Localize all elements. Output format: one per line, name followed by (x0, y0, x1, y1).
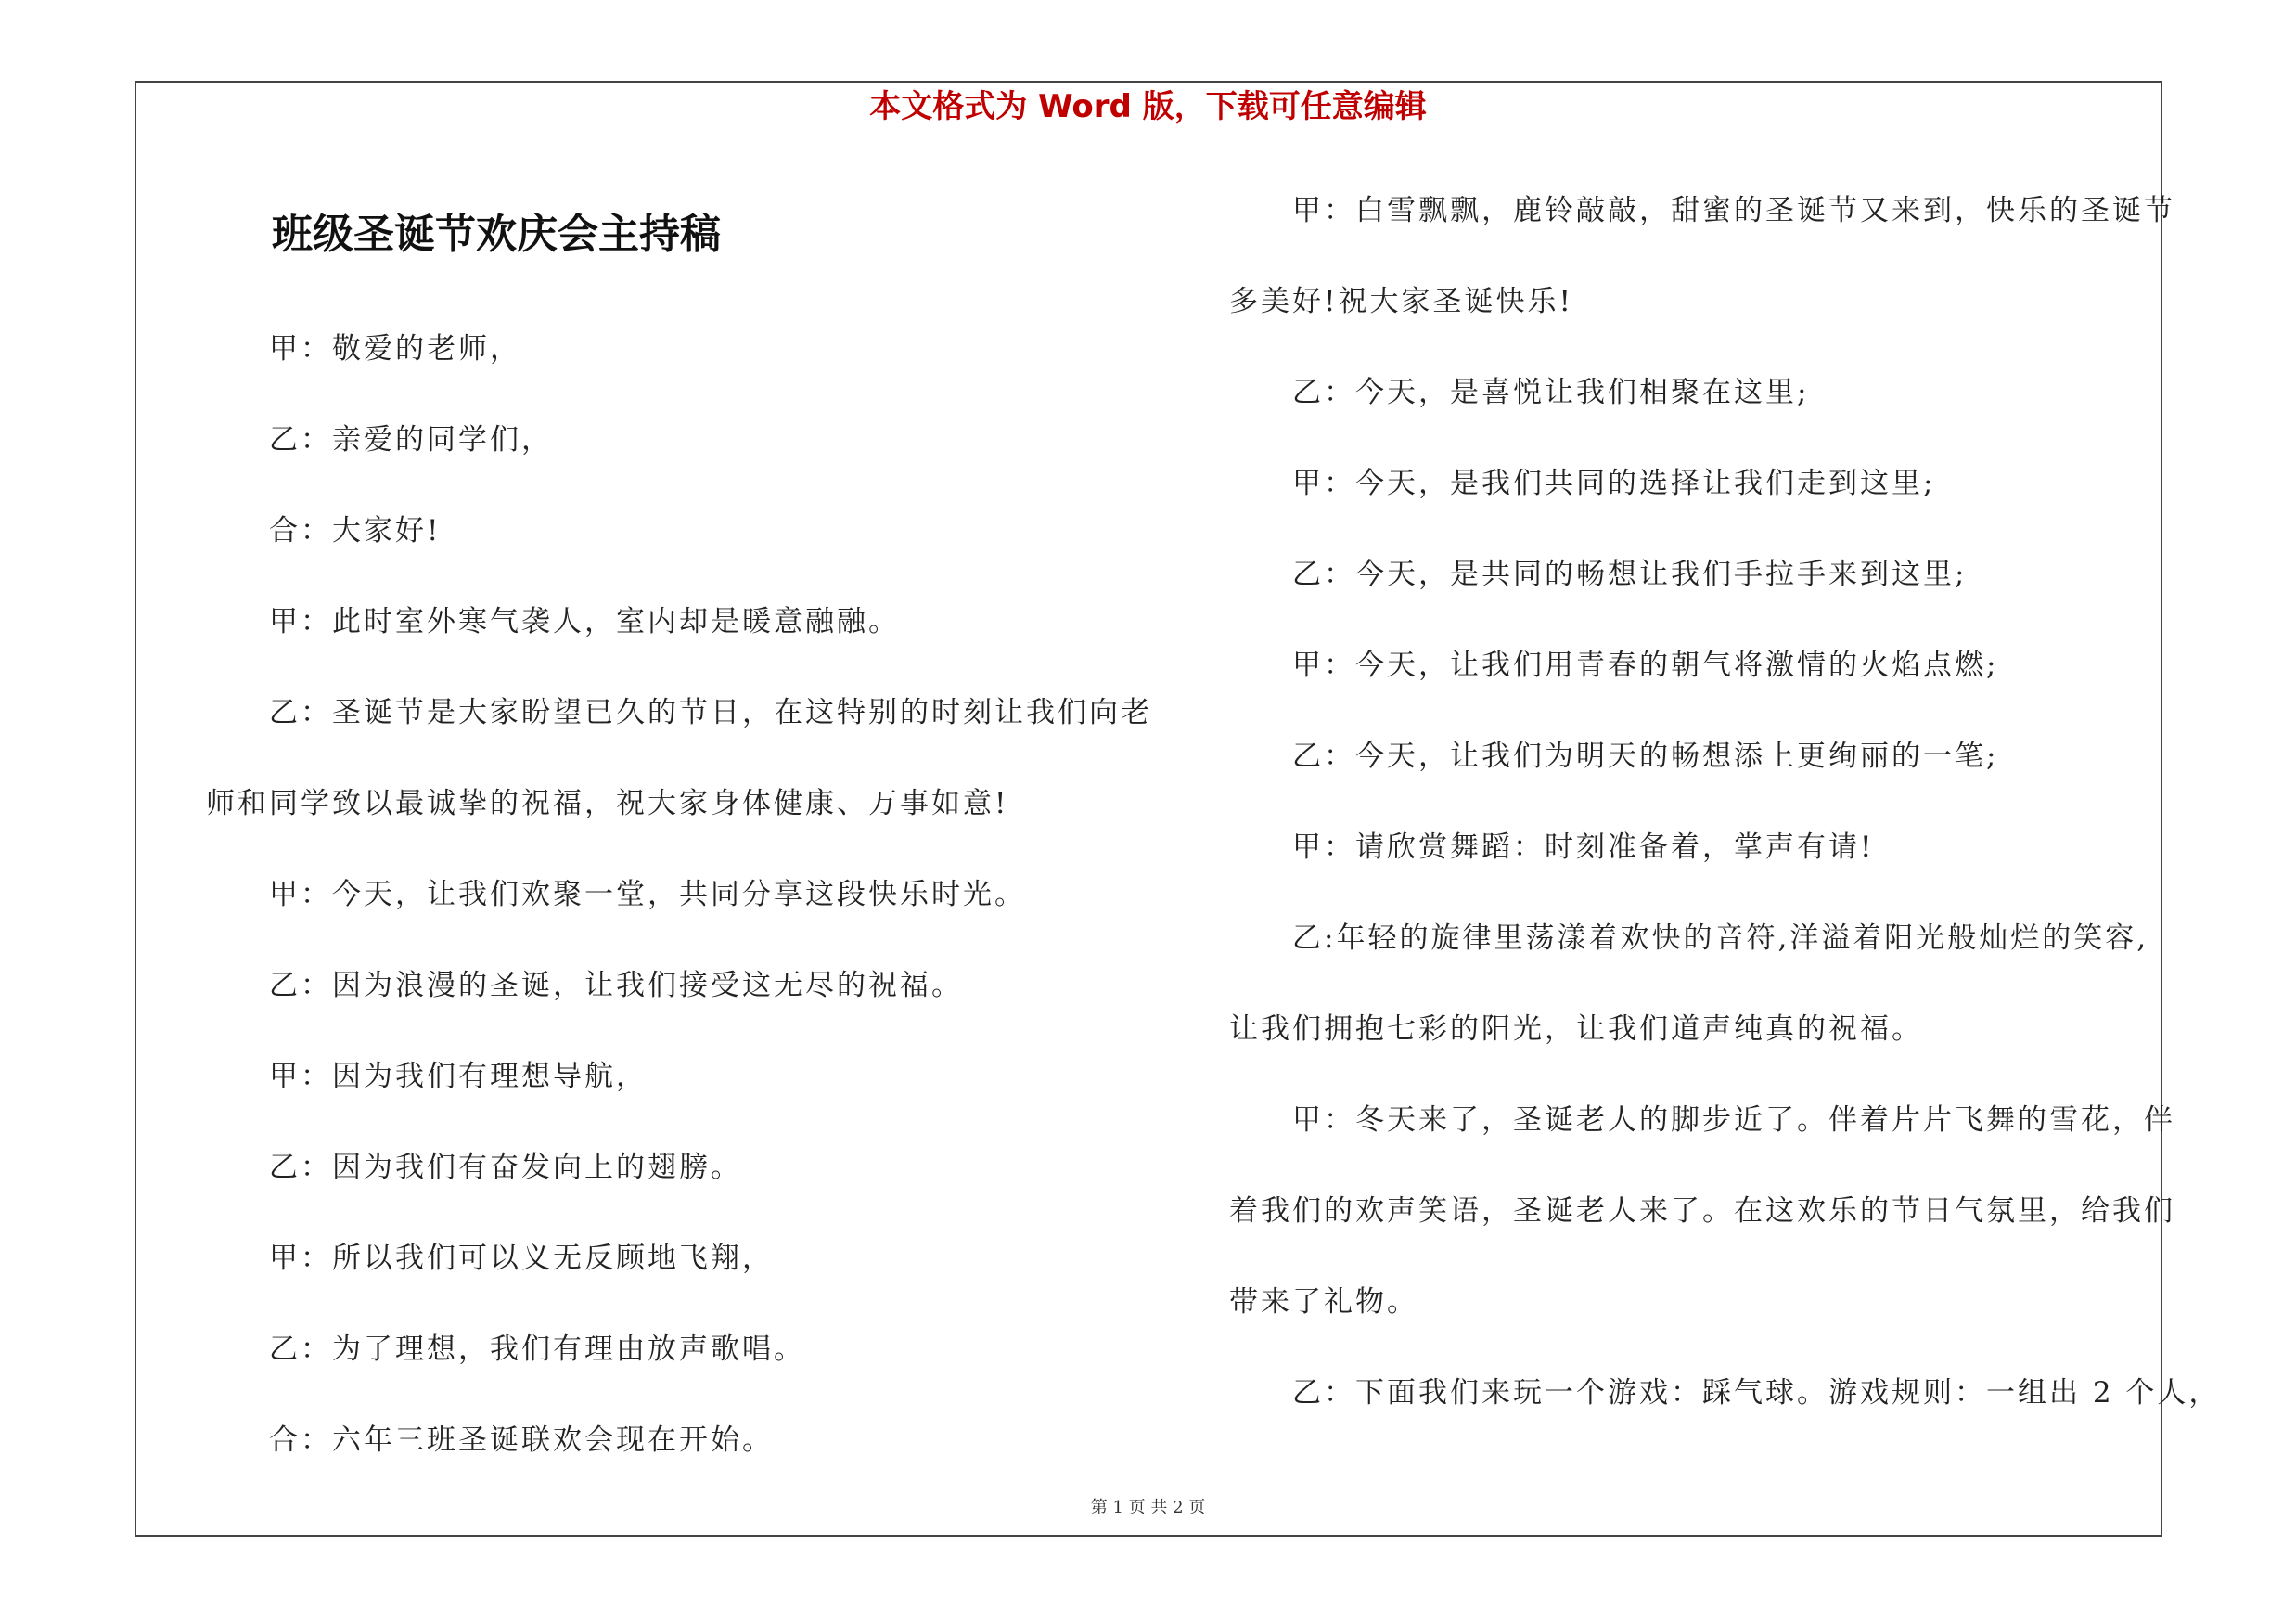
paragraph-line: 甲：所以我们可以义无反顾地飞翔， (269, 1242, 774, 1275)
paragraph-line: 乙：下面我们来玩一个游戏：踩气球。游戏规则：一组出 2 个人， (1292, 1376, 2221, 1410)
paragraph-line: 乙：亲爱的同学们， (269, 423, 553, 457)
paragraph-line: 着我们的欢声笑语，圣诞老人来了。在这欢乐的节日气氛里，给我们 (1229, 1194, 2175, 1228)
paragraph-line: 让我们拥抱七彩的阳光，让我们道声纯真的祝福。 (1229, 1012, 1923, 1046)
paragraph-line: 甲：今天，是我们共同的选择让我们走到这里; (1292, 467, 1936, 500)
right-column (1229, 183, 2221, 1456)
paragraph-line: 乙：因为浪漫的圣诞，让我们接受这无尽的祝福。 (269, 969, 963, 1002)
left-column (206, 321, 1152, 1503)
paragraph-line: 乙：因为我们有奋发向上的翅膀。 (269, 1151, 742, 1184)
paragraph-line: 乙：圣诞节是大家盼望已久的节日，在这特别的时刻让我们向老 (269, 696, 1152, 729)
paragraph-line: 乙：为了理想，我们有理由放声歌唱。 (269, 1333, 805, 1366)
paragraph-line: 师和同学致以最诚挚的祝福，祝大家身体健康、万事如意! (206, 787, 1009, 820)
paragraph-line: 乙：今天，让我们为明天的畅想添上更绚丽的一笔; (1292, 740, 1999, 773)
page-number-footer: 第 1 页 共 2 页 (1090, 1498, 1206, 1517)
paragraph-line: 带来了礼物。 (1229, 1285, 1418, 1319)
paragraph-line: 乙：今天，是喜悦让我们相聚在这里; (1292, 376, 1810, 409)
paragraph-line: 合：六年三班圣诞联欢会现在开始。 (269, 1423, 774, 1457)
paragraph-line: 甲：白雪飘飘，鹿铃敲敲，甜蜜的圣诞节又来到，快乐的圣诞节 (1292, 194, 2175, 227)
paragraph-line: 甲：请欣赏舞蹈：时刻准备着，掌声有请! (1292, 831, 1875, 864)
paragraph-line: 甲：今天，让我们用青春的朝气将激情的火焰点燃; (1292, 649, 1999, 682)
paragraph-line: 多美好!祝大家圣诞快乐! (1229, 285, 1573, 318)
document-title: 班级圣诞节欢庆会主持稿 (272, 211, 721, 258)
paragraph-line: 乙：今天，是共同的畅想让我们手拉手来到这里; (1292, 558, 1968, 591)
paragraph-line: 甲：此时室外寒气袭人，室内却是暖意融融。 (269, 605, 900, 638)
paragraph-line: 合：大家好! (269, 514, 442, 547)
format-notice-banner: 本文格式为 Word 版，下载可任意编辑 (869, 88, 1427, 125)
paragraph-line: 甲：今天，让我们欢聚一堂，共同分享这段快乐时光。 (269, 878, 1026, 911)
paragraph-line: 甲：因为我们有理想导航， (269, 1060, 648, 1093)
paragraph-line: 乙:年轻的旋律里荡漾着欢快的音符,洋溢着阳光般灿烂的笑容, (1292, 921, 2149, 955)
paragraph-line: 甲：冬天来了，圣诞老人的脚步近了。伴着片片飞舞的雪花，伴 (1292, 1103, 2175, 1137)
paragraph-line: 甲：敬爱的老师， (269, 332, 521, 366)
